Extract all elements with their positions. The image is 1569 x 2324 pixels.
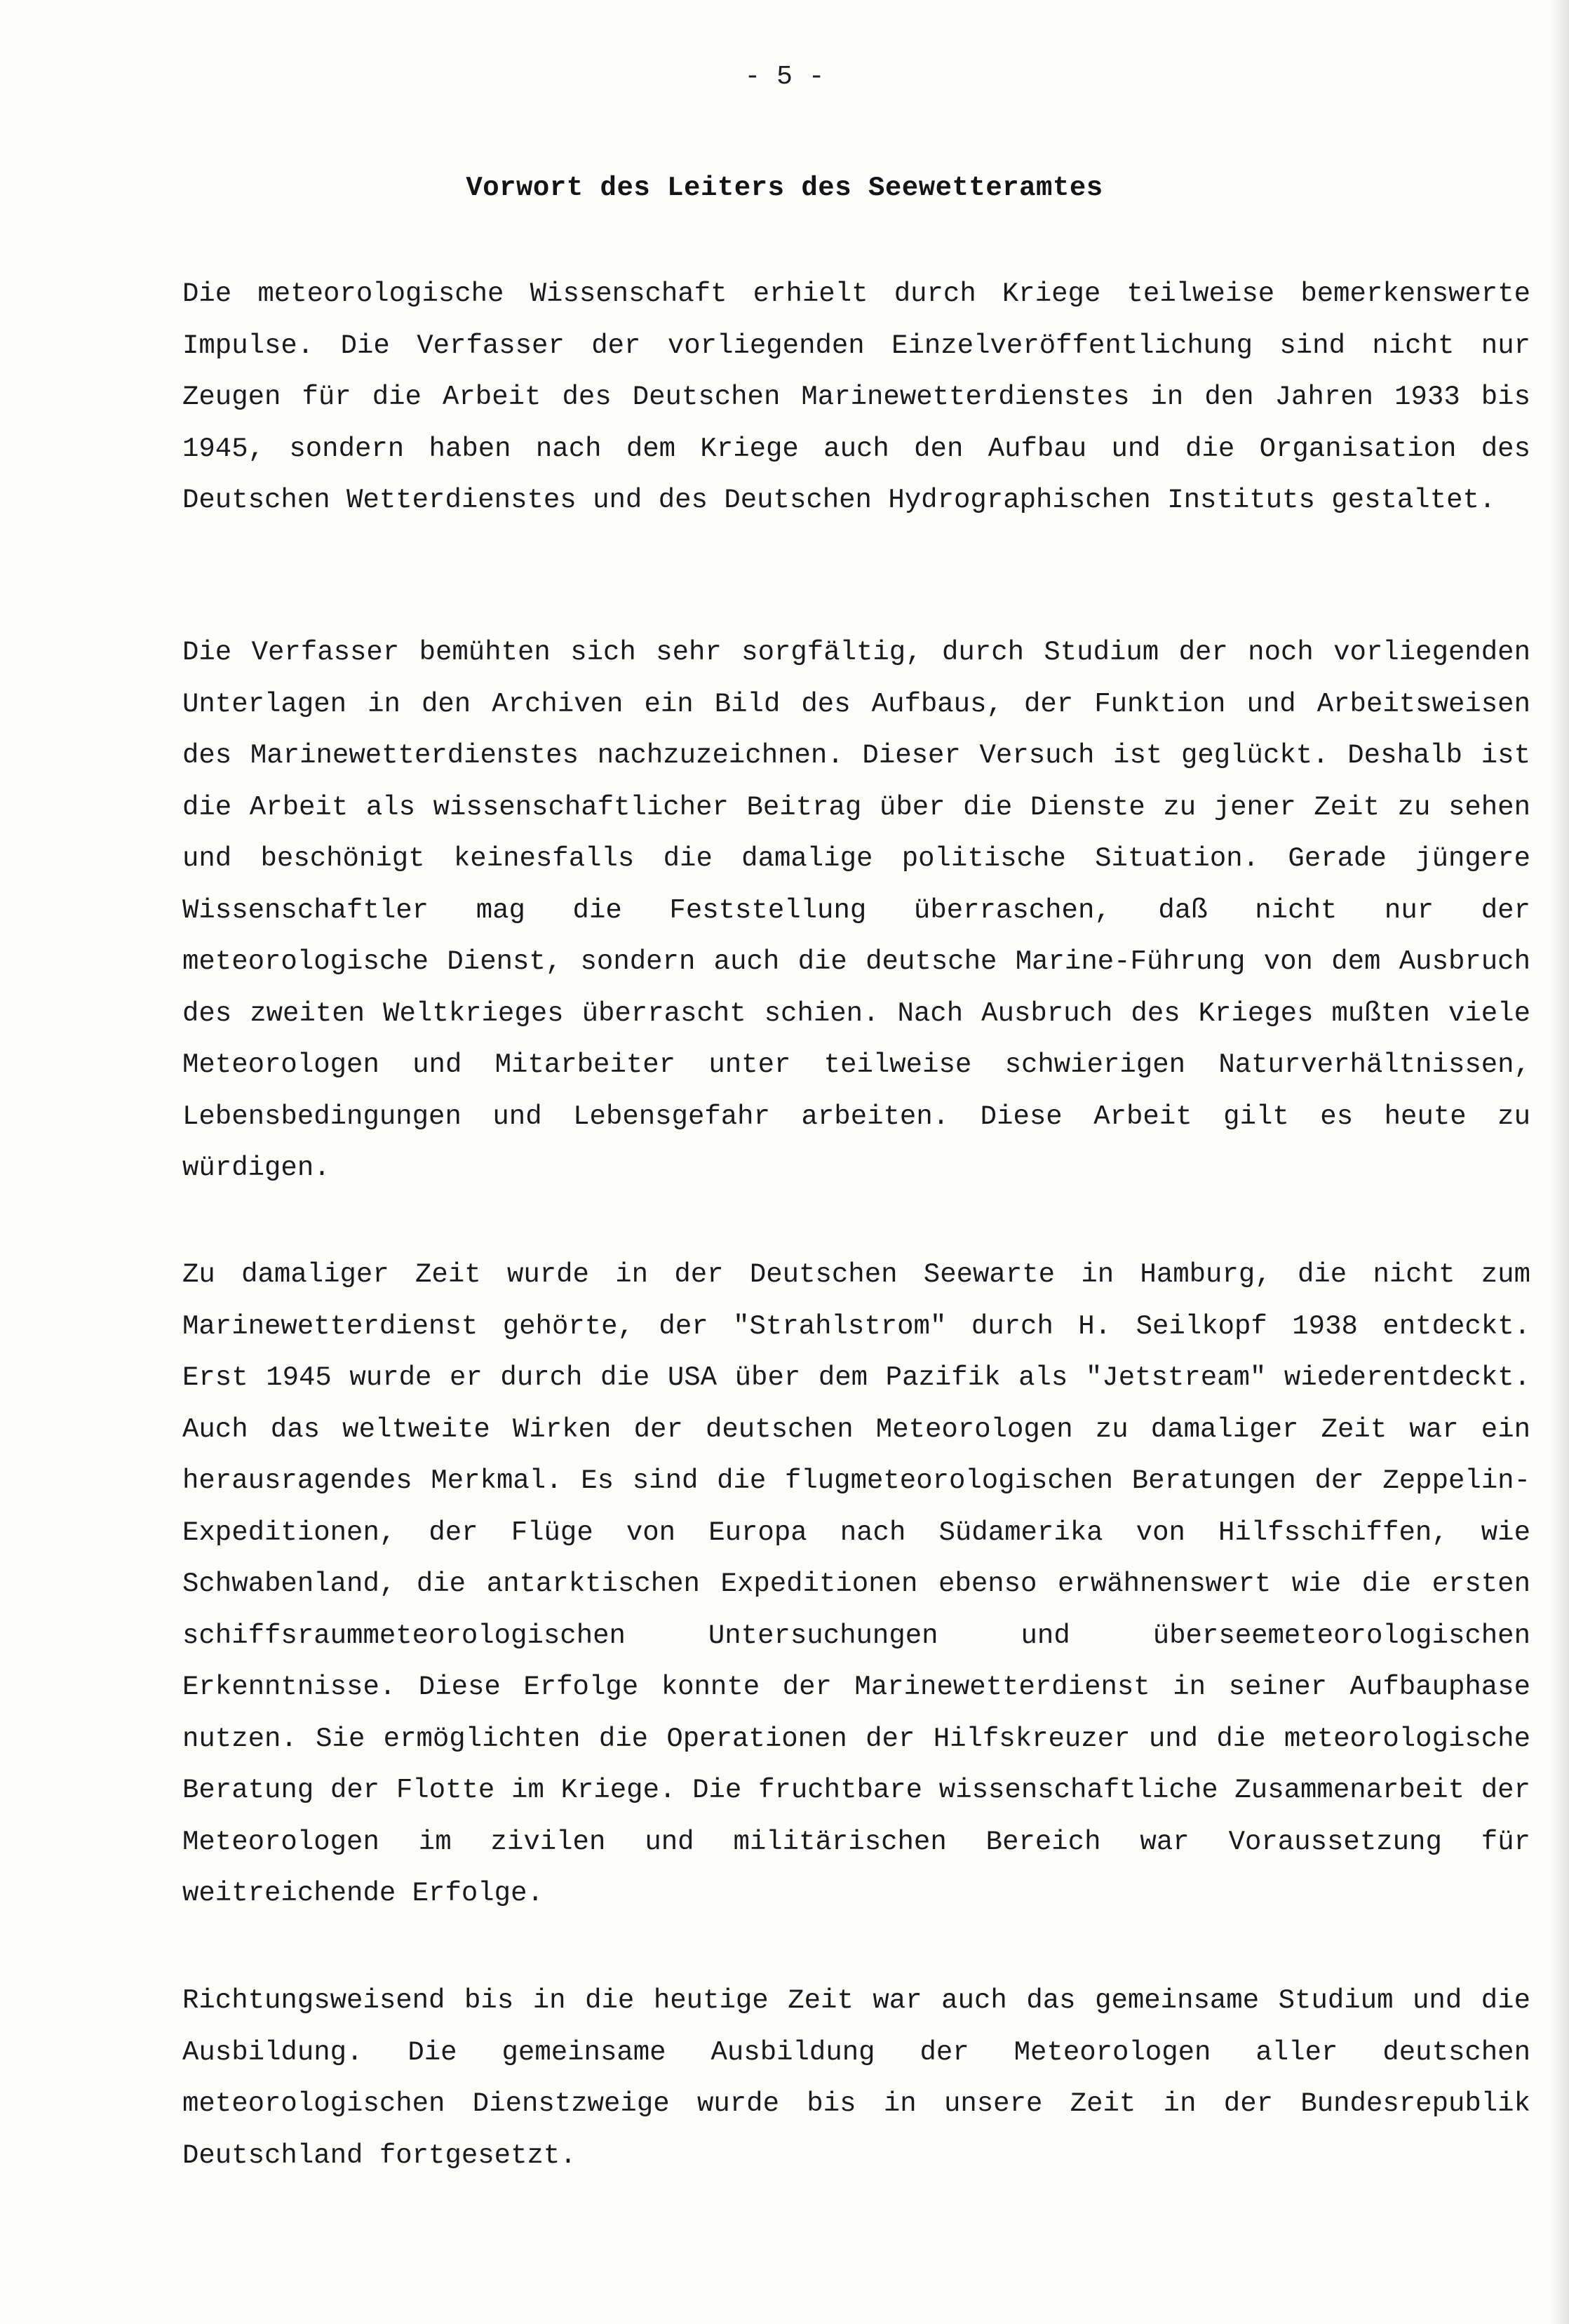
paragraph-4: Richtungsweisend bis in die heutige Zeit war auch das gemeinsame Studium und die Ausbildung. Die gemeinsame Ausbildung der Meteorologen aller deutschen meteorologischen Dienstzweige wurde bis in unsere Zeit in der Bundesrepublik Deutschland fortgesetzt. [182,1985,1530,2171]
paragraph-1: Die meteorologische Wissenschaft erhielt durch Kriege teilweise bemerkenswerte Impulse. Die Verfasser der vorliegenden Einzelveröffentlichung sind nicht nur Zeugen für die Arbeit des Deutschen Marinewetterdienstes in den Jahren 1933 bis 1945, sondern haben nach dem Kriege auch den Aufbau und die Organisation des Deutschen Wetterdienstes und des Deutschen Hydrographischen Instituts gestaltet. [182,278,1530,516]
page-title: Vorwort des Leiters des Seewetteramtes [466,173,1103,203]
page-number: - 5 - [744,62,825,92]
page-edge-shadow [1549,0,1569,2324]
paragraph-3: Zu damaliger Zeit wurde in der Deutschen Seewarte in Hamburg, die nicht zum Marinewetterdienst gehörte, der "Strahlstrom" durch H. Seilkopf 1938 entdeckt. Erst 1945 wurde er durch die USA über dem Pazifik als "Jetstream" wiederentdeckt. Auch das weltweite Wirken der deutschen Meteorologen zu damaliger Zeit war ein herausragendes Merkmal. Es sind die flugmeteorologischen Beratungen der Zeppelin-Expeditionen, der Flüge von Europa nach Südamerika von Hilfsschiffen, wie Schwabenland, die antarktischen Expeditionen ebenso erwähnenswert wie die ersten schiffsraummeteorologischen Untersuchungen und überseemeteorologischen Erkenntnisse. Diese Erfolge konnte der Marinewetterdienst in seiner Aufbauphase nutzen. Sie ermöglichten die Operationen der Hilfskreuzer und die meteorologische Beratung der Flotte im Kriege. Die fruchtbare wissenschaftliche Zusammenarbeit der Meteorologen im zivilen und militärischen Bereich war Voraussetzung für weitreichende Erfolge. [182,1259,1530,1909]
paragraph-2: Die Verfasser bemühten sich sehr sorgfältig, durch Studium der noch vorliegenden Unterlagen in den Archiven ein Bild des Aufbaus, der Funktion und Arbeitsweisen des Marinewetterdienstes nachzuzeichnen. Dieser Versuch ist geglückt. Deshalb ist die Arbeit als wissenschaftlicher Beitrag über die Dienste zu jener Zeit zu sehen und beschönigt keinesfalls die damalige politische Situation. Gerade jüngere Wissenschaftler mag die Feststellung überraschen, daß nicht nur der meteorologische Dienst, sondern auch die deutsche Marine-Führung von dem Ausbruch des zweiten Weltkrieges überrascht schien. Nach Ausbruch des Krieges mußten viele Meteorologen und Mitarbeiter unter teilweise schwierigen Naturverhältnissen, Lebensbedingungen und Lebensgefahr arbeiten. Diese Arbeit gilt es heute zu würdigen. [182,637,1530,1183]
